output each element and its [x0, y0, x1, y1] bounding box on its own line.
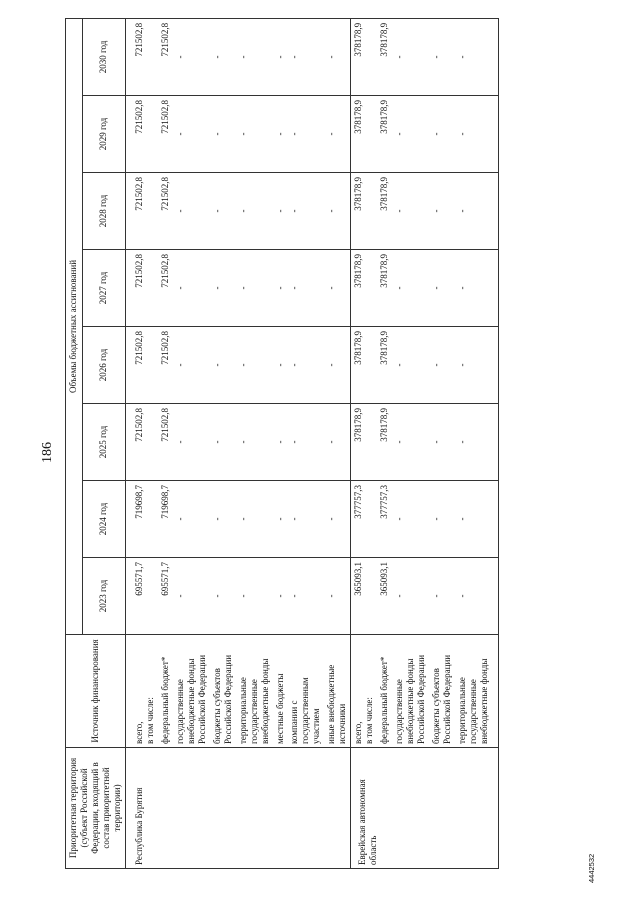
table-row	[210, 18, 236, 868]
bottom-edge-cell	[492, 635, 499, 748]
funding-source-label: территориальные государственные внебюджетные фонды	[457, 658, 489, 744]
amount-cell: -	[392, 250, 429, 327]
amount-cell: -	[173, 96, 210, 173]
funding-source	[210, 635, 236, 748]
amount-cell: -	[173, 558, 210, 635]
funding-source	[158, 635, 173, 748]
amount-cell: -	[273, 18, 288, 95]
year-header: 2030 год	[82, 18, 125, 95]
year-header: 2026 год	[82, 327, 125, 404]
funding-source-label: местные бюджеты	[274, 673, 285, 744]
page-number: 186	[40, 442, 55, 463]
table-row	[273, 18, 288, 868]
amount-cell: -	[210, 481, 236, 558]
amount-cell: -	[392, 96, 429, 173]
amount-cell: -	[455, 327, 492, 404]
bottom-edge-cell	[492, 481, 499, 558]
amount-cell: -	[210, 18, 236, 95]
amount-cell: -	[273, 96, 288, 173]
table-row	[351, 18, 377, 868]
amount-cell: 378178,9	[351, 404, 377, 481]
funding-source	[287, 635, 324, 748]
funding-source-label: территориальные государственные внебюджетные фонды	[237, 658, 270, 744]
funding-source	[429, 635, 455, 748]
table-bottom-edge	[492, 18, 499, 868]
amount-cell: 721502,8	[125, 173, 157, 250]
funding-source	[125, 635, 157, 748]
amount-cell: -	[324, 96, 350, 173]
document-id: 4442532	[587, 853, 596, 883]
bottom-edge-cell	[492, 748, 499, 869]
amount-cell: 719698,7	[125, 481, 157, 558]
budget-table	[65, 18, 499, 869]
amount-cell: 721502,8	[125, 404, 157, 481]
table-row	[158, 18, 173, 868]
amount-cell: -	[455, 481, 492, 558]
amount-cell: -	[236, 18, 273, 95]
funding-source	[273, 635, 288, 748]
amount-cell: -	[236, 250, 273, 327]
amount-cell: 365093,1	[377, 558, 392, 635]
table-row	[377, 18, 392, 868]
amount-cell: -	[392, 173, 429, 250]
territory-name: Еврейская автономная область	[351, 748, 492, 869]
amount-cell: -	[392, 327, 429, 404]
territory-name: Республика Бурятия	[125, 748, 350, 869]
amount-cell: 378178,9	[377, 327, 392, 404]
funding-source-label: всего, в том числе:	[353, 697, 375, 744]
year-header: 2028 год	[82, 173, 125, 250]
funding-source	[392, 635, 429, 748]
amount-cell: -	[287, 96, 324, 173]
amount-cell: -	[273, 327, 288, 404]
amount-cell: 721502,8	[125, 250, 157, 327]
amount-cell: 721502,8	[158, 96, 173, 173]
amount-cell: 378178,9	[351, 327, 377, 404]
amount-cell: -	[173, 18, 210, 95]
amount-cell: -	[455, 173, 492, 250]
amount-cell: 378178,9	[351, 96, 377, 173]
amount-cell: -	[455, 18, 492, 95]
amount-cell: -	[273, 481, 288, 558]
funding-source	[236, 635, 273, 748]
amount-cell: -	[173, 327, 210, 404]
bottom-edge-cell	[492, 250, 499, 327]
amount-cell: -	[429, 18, 455, 95]
amount-cell: -	[287, 18, 324, 95]
amount-cell: -	[392, 481, 429, 558]
amount-cell: -	[324, 18, 350, 95]
bottom-edge-cell	[492, 18, 499, 95]
amount-cell: 378178,9	[351, 18, 377, 95]
amount-cell: -	[210, 558, 236, 635]
funding-source-label: государственные внебюджетные фонды Российской Федерации	[174, 654, 207, 744]
funding-source	[173, 635, 210, 748]
bottom-edge-cell	[492, 173, 499, 250]
amount-cell: 721502,8	[158, 173, 173, 250]
amount-cell: 721502,8	[125, 18, 157, 95]
amount-cell: -	[455, 558, 492, 635]
volumes-header: Объемы бюджетных ассигнований	[66, 18, 83, 634]
amount-cell: -	[429, 558, 455, 635]
amount-cell: -	[287, 481, 324, 558]
amount-cell: -	[210, 173, 236, 250]
amount-cell: -	[273, 404, 288, 481]
amount-cell: -	[273, 558, 288, 635]
amount-cell: -	[324, 327, 350, 404]
amount-cell: 721502,8	[158, 250, 173, 327]
year-header: 2027 год	[82, 250, 125, 327]
source-header: Источник финансирования	[66, 635, 126, 748]
bottom-edge-cell	[492, 327, 499, 404]
amount-cell: 719698,7	[158, 481, 173, 558]
amount-cell: -	[324, 558, 350, 635]
amount-cell: -	[210, 404, 236, 481]
amount-cell: 365093,1	[351, 558, 377, 635]
amount-cell: -	[392, 18, 429, 95]
amount-cell: -	[429, 96, 455, 173]
funding-source-label: бюджеты субъектов Российской Федерации	[431, 654, 453, 744]
funding-source	[351, 635, 377, 748]
amount-cell: 378178,9	[377, 250, 392, 327]
amount-cell: -	[173, 173, 210, 250]
year-header: 2023 год	[82, 558, 125, 635]
amount-cell: -	[324, 481, 350, 558]
amount-cell: -	[236, 481, 273, 558]
table-body	[125, 18, 498, 868]
amount-cell: -	[429, 250, 455, 327]
table-row	[324, 18, 350, 868]
amount-cell: -	[273, 173, 288, 250]
amount-cell: -	[273, 250, 288, 327]
funding-source-label: иные внебюджетные источники	[326, 664, 348, 744]
amount-cell: -	[392, 404, 429, 481]
amount-cell: 378178,9	[377, 96, 392, 173]
funding-source-label: компании с государственным участием	[289, 677, 322, 744]
amount-cell: -	[210, 327, 236, 404]
amount-cell: -	[455, 96, 492, 173]
amount-cell: -	[287, 327, 324, 404]
amount-cell: -	[287, 558, 324, 635]
amount-cell: -	[429, 173, 455, 250]
amount-cell: -	[173, 404, 210, 481]
amount-cell: 721502,8	[158, 18, 173, 95]
amount-cell: 695571,7	[125, 558, 157, 635]
amount-cell: -	[324, 250, 350, 327]
amount-cell: -	[236, 558, 273, 635]
amount-cell: -	[173, 481, 210, 558]
amount-cell: 721502,8	[158, 404, 173, 481]
amount-cell: -	[236, 327, 273, 404]
amount-cell: -	[287, 173, 324, 250]
amount-cell: 378178,9	[377, 404, 392, 481]
table-row	[173, 18, 210, 868]
amount-cell: -	[429, 327, 455, 404]
header-row	[66, 18, 83, 868]
bottom-edge-cell	[492, 404, 499, 481]
amount-cell: -	[287, 250, 324, 327]
amount-cell: -	[236, 404, 273, 481]
amount-cell: 378178,9	[351, 173, 377, 250]
amount-cell: 378178,9	[377, 173, 392, 250]
amount-cell: -	[429, 481, 455, 558]
year-header: 2025 год	[82, 404, 125, 481]
funding-source-label: федеральный бюджет*	[379, 656, 390, 744]
amount-cell: -	[324, 404, 350, 481]
amount-cell: 377757,3	[377, 481, 392, 558]
amount-cell: -	[429, 404, 455, 481]
year-header: 2029 год	[82, 96, 125, 173]
table-row	[429, 18, 455, 868]
table-row	[287, 18, 324, 868]
amount-cell: 695571,7	[158, 558, 173, 635]
amount-cell: -	[392, 558, 429, 635]
funding-source-label: федеральный бюджет*	[159, 656, 170, 744]
funding-source-label: бюджеты субъектов Российской Федерации	[211, 654, 233, 744]
table-row	[236, 18, 273, 868]
amount-cell: -	[324, 173, 350, 250]
funding-source-label: всего, в том числе:	[133, 697, 155, 744]
amount-cell: -	[210, 250, 236, 327]
amount-cell: 721502,8	[125, 327, 157, 404]
amount-cell: -	[455, 404, 492, 481]
table-row	[392, 18, 429, 868]
amount-cell: -	[236, 96, 273, 173]
amount-cell: 721502,8	[125, 96, 157, 173]
amount-cell: 378178,9	[377, 18, 392, 95]
amount-cell: -	[455, 250, 492, 327]
amount-cell: 377757,3	[351, 481, 377, 558]
amount-cell: 378178,9	[351, 250, 377, 327]
funding-source	[455, 635, 492, 748]
funding-source	[324, 635, 350, 748]
amount-cell: -	[236, 173, 273, 250]
table-row	[455, 18, 492, 868]
amount-cell: -	[210, 96, 236, 173]
amount-cell: -	[173, 250, 210, 327]
territory-header: Приоритетная территория (субъект Российской Федерации, входящий в состав приоритетной территории)	[66, 748, 126, 869]
year-header: 2024 год	[82, 481, 125, 558]
funding-source	[377, 635, 392, 748]
bottom-edge-cell	[492, 96, 499, 173]
table-row	[125, 18, 157, 868]
amount-cell: 721502,8	[158, 327, 173, 404]
amount-cell: -	[287, 404, 324, 481]
bottom-edge-cell	[492, 558, 499, 635]
funding-source-label: государственные внебюджетные фонды Российской Федерации	[394, 654, 427, 744]
